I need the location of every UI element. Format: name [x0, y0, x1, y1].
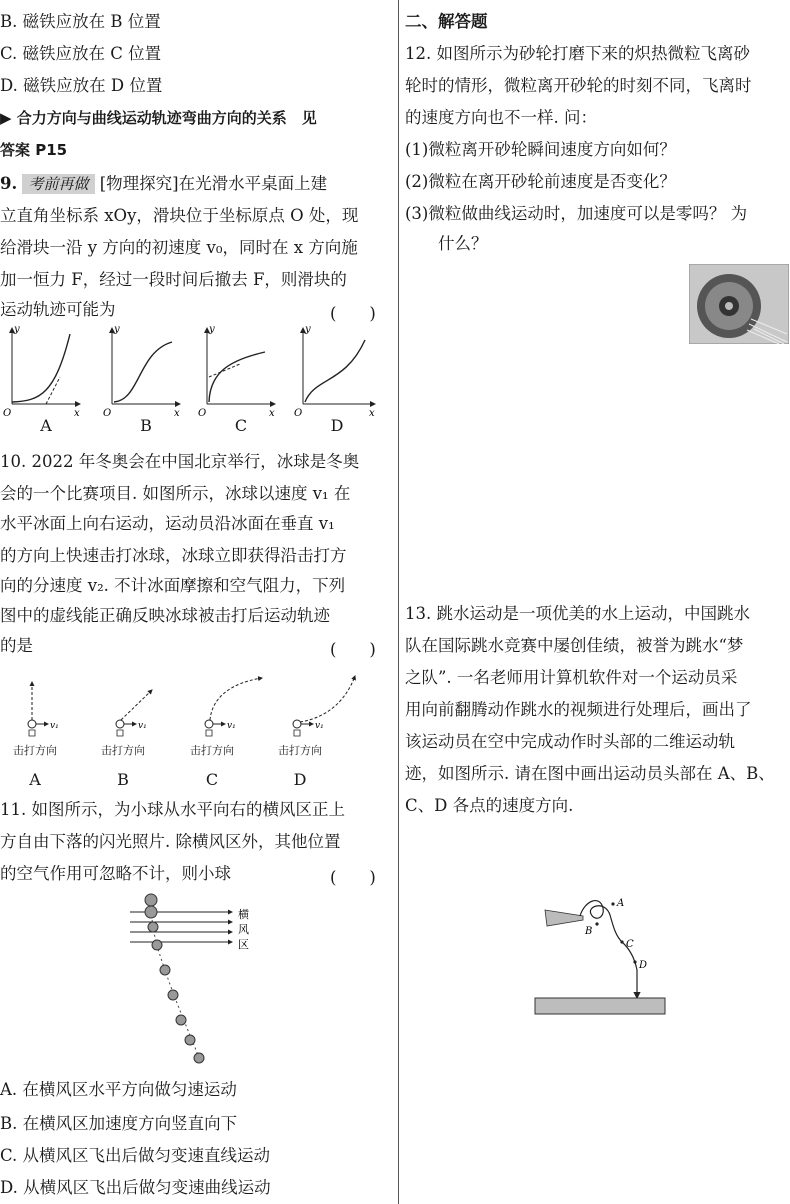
q9-line4: 加一恒力 F，经过一段时间后撤去 F，则滑块的 — [0, 270, 347, 289]
q11-line2: 方自由下落的闪光照片. 除横风区外，其他位置 — [0, 832, 341, 851]
q12-line3: 的速度方向也不一样. 问： — [405, 108, 597, 127]
q13-line6: 迹，如图所示. 请在图中画出运动员头部在 A、B、 — [405, 764, 775, 783]
svg-text:y: y — [14, 324, 20, 335]
q10-line6: 图中的虚线能正确反映冰球被击打后运动轨迹 — [0, 606, 330, 625]
q10-label-a: A — [29, 770, 41, 789]
diving-board — [545, 910, 583, 926]
q9-graph-c — [198, 324, 275, 419]
svg-text:O: O — [3, 408, 12, 419]
q11-line3: 的空气作用可忽略不计，则小球 — [0, 864, 231, 883]
q10-caption-a: 击打方向 — [13, 744, 57, 757]
q9-answer-paren: ( ) — [330, 304, 376, 323]
q13-line1: 13. 跳水运动是一项优美的水上运动，中国跳水 — [405, 604, 750, 623]
q10-line7: 的是 — [0, 636, 33, 655]
svg-text:v₁: v₁ — [227, 721, 236, 731]
q9-label-d: D — [330, 416, 344, 435]
column-divider — [398, 0, 399, 1204]
svg-text:x: x — [174, 408, 180, 419]
q9-graph-a — [3, 324, 80, 419]
q13-line3: 之队”. 一名老师用计算机软件对一个运动员采 — [405, 668, 738, 687]
svg-text:O: O — [294, 408, 303, 419]
q10-figure-b — [116, 690, 152, 736]
svg-text:A: A — [617, 898, 625, 909]
q10-line3: 水平冰面上向右运动，运动员沿冰面在垂直 v₁ — [0, 514, 335, 533]
wind-zone-arrows — [130, 912, 232, 942]
q13-line5: 该运动员在空中完成动作时头部的二维运动轨 — [405, 732, 735, 751]
q9-graph-b — [103, 324, 180, 419]
q12-line2: 轮时的情形，微粒离开砂轮的时刻不同，飞离时 — [405, 76, 752, 95]
svg-text:风: 风 — [238, 923, 249, 936]
diving-trajectory-figure — [525, 880, 675, 1030]
q13-line2: 队在国际跳水竞赛中屡创佳绩，被誉为跳水“梦 — [405, 636, 744, 655]
pool-water — [535, 998, 665, 1014]
q11-answer-paren: ( ) — [330, 868, 376, 887]
svg-text:O: O — [198, 408, 207, 419]
ball-positions — [145, 894, 204, 1063]
svg-text:横: 横 — [238, 908, 249, 921]
q10-label-d: D — [293, 770, 307, 789]
svg-text:y: y — [209, 324, 215, 335]
q10-label-c: C — [205, 770, 219, 789]
svg-text:区: 区 — [238, 938, 249, 951]
q10-caption-c: 击打方向 — [190, 744, 234, 757]
q10-line5: 向的分速度 v₂. 不计冰面摩擦和空气阻力，下列 — [0, 576, 346, 595]
q10-line2: 会的一个比赛项目. 如图所示，冰球以速度 v₁ 在 — [0, 484, 351, 503]
q11-option-c: C. 从横风区飞出后做匀变速直线运动 — [0, 1146, 271, 1165]
q9-label-c: C — [234, 416, 248, 435]
q8-option-c: C. 磁铁应放在 C 位置 — [0, 44, 162, 63]
svg-text:B: B — [585, 926, 593, 937]
q12-line1: 12. 如图所示为砂轮打磨下来的炽热微粒飞离砂 — [405, 44, 750, 63]
svg-text:C: C — [626, 939, 634, 950]
q11-option-d: D. 从横风区飞出后做匀变速曲线运动 — [0, 1178, 271, 1197]
section-heading-answer: 答案 P15 — [0, 141, 68, 159]
q9-line2: 立直角坐标系 xOy，滑块位于坐标原点 O 处，现 — [0, 206, 359, 225]
q12-sub3-cont: 什么？ — [405, 234, 488, 253]
q12-sub2: (2)微粒在离开砂轮前速度是否变化？ — [405, 172, 676, 191]
q10-figure-d — [293, 676, 355, 736]
q10-figure-c — [205, 678, 262, 736]
section-marker-icon: ▶ — [0, 109, 12, 127]
grinding-wheel-photo — [689, 264, 789, 344]
q10-caption-b: 击打方向 — [101, 744, 145, 757]
q10-hockey-figures — [0, 668, 393, 748]
svg-text:y: y — [305, 324, 311, 335]
q11-option-b: B. 在横风区加速度方向竖直向下 — [0, 1114, 238, 1133]
svg-text:D: D — [639, 960, 648, 971]
q12-sub3: (3)微粒做曲线运动时，加速度可以是零吗？ 为 — [405, 204, 748, 223]
svg-text:x: x — [369, 408, 375, 419]
q9-label-a: A — [40, 416, 52, 435]
q10-label-b: B — [117, 770, 129, 789]
q8-option-d: D. 磁铁应放在 D 位置 — [0, 76, 163, 95]
q9-tag: 考前再做 — [22, 174, 94, 194]
svg-text:v₁: v₁ — [138, 721, 147, 731]
q10-answer-paren: ( ) — [330, 640, 376, 659]
q9-line3: 给滑块一沿 y 方向的初速度 v₀，同时在 x 方向施 — [0, 238, 358, 257]
svg-text:y: y — [114, 324, 120, 335]
q10-line1: 10. 2022 年冬奥会在中国北京举行，冰球是冬奥 — [0, 452, 360, 471]
svg-text:x: x — [74, 408, 80, 419]
section-title: 二、解答题 — [405, 12, 488, 31]
q10-figure-a — [28, 682, 59, 736]
q13-line7: C、D 各点的速度方向. — [405, 796, 574, 815]
q12-sub1: (1)微粒离开砂轮瞬间速度方向如何？ — [405, 140, 676, 159]
q13-line4: 用向前翻腾动作跳水的视频进行处理后，画出了 — [405, 700, 752, 719]
svg-text:O: O — [103, 408, 112, 419]
q8-option-b: B. 磁铁应放在 B 位置 — [0, 12, 161, 31]
section-heading: ▶ 合力方向与曲线运动轨迹弯曲方向的关系 见 — [0, 109, 317, 127]
q9-label-b: B — [140, 416, 152, 435]
q11-flash-photo — [120, 890, 260, 1080]
q9-line1: 9. 考前再做 [物理探究]在光滑水平桌面上建 — [0, 174, 328, 193]
q11-line1: 11. 如图所示，为小球从水平向右的横风区正上 — [0, 800, 345, 819]
svg-text:v₁: v₁ — [315, 721, 324, 731]
q11-option-a: A. 在横风区水平方向做匀速运动 — [0, 1080, 237, 1099]
q10-caption-d: 击打方向 — [278, 744, 322, 757]
q9-graph-d — [294, 324, 375, 419]
q10-line4: 的方向上快速击打冰球，冰球立即获得沿击打方 — [0, 546, 347, 565]
q9-line5: 运动轨迹可能为 — [0, 300, 116, 319]
svg-text:x: x — [269, 408, 275, 419]
svg-text:v₁: v₁ — [50, 721, 59, 731]
